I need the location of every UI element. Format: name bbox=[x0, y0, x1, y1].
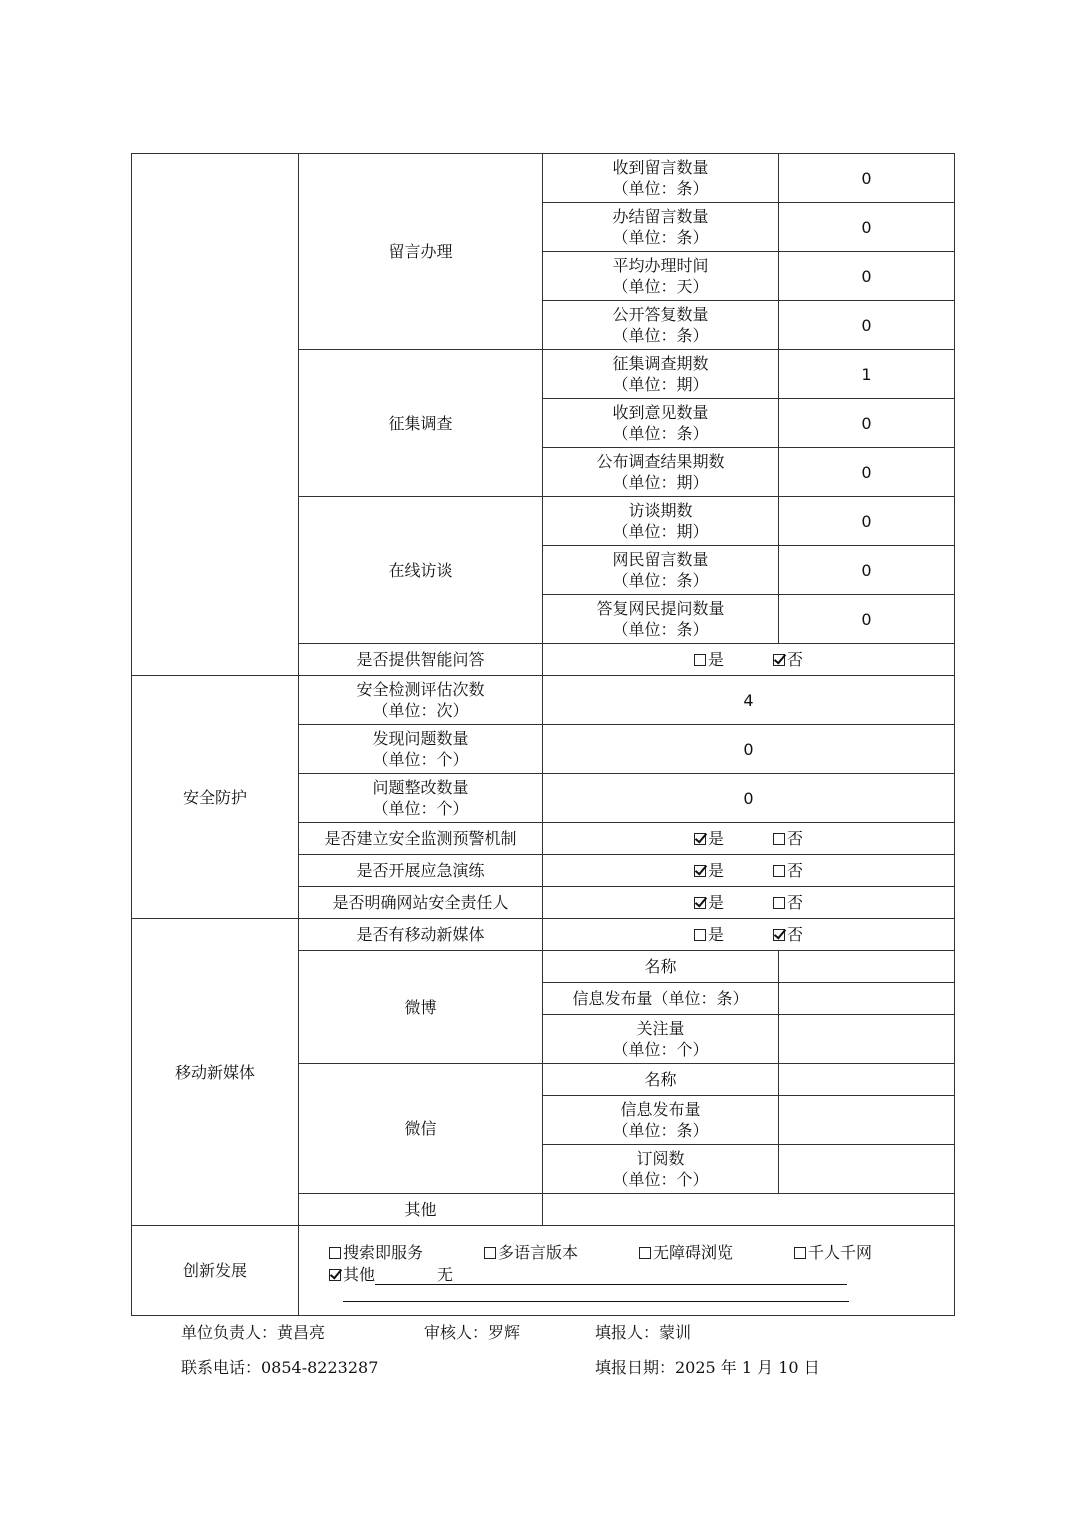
group-messages: 留言办理 bbox=[299, 154, 543, 350]
choice-no[interactable]: 否 bbox=[773, 828, 803, 849]
choice-yes[interactable]: 是 bbox=[694, 828, 724, 849]
checkbox-icon bbox=[773, 865, 785, 877]
metric-value: 0 bbox=[779, 154, 955, 203]
metric-value: 0 bbox=[543, 725, 955, 774]
weibo-name-value bbox=[779, 951, 955, 983]
metric-label: 收到意见数量 （单位：条） bbox=[543, 399, 779, 448]
section-continued-cell bbox=[132, 154, 299, 676]
wechat-posts-value bbox=[779, 1096, 955, 1145]
option-multilang[interactable]: 多语言版本 bbox=[484, 1242, 639, 1263]
section-innovation: 创新发展 bbox=[132, 1226, 299, 1316]
metric-value: 0 bbox=[779, 252, 955, 301]
weibo-followers-label: 关注量 （单位：个） bbox=[543, 1015, 779, 1064]
wechat-posts-label: 信息发布量 （单位：条） bbox=[543, 1096, 779, 1145]
metric-label: 收到留言数量 （单位：条） bbox=[543, 154, 779, 203]
metric-label: 访谈期数 （单位：期） bbox=[543, 497, 779, 546]
metric-value: 0 bbox=[779, 546, 955, 595]
checkbox-icon bbox=[694, 654, 706, 666]
metric-value: 4 bbox=[543, 676, 955, 725]
other-underline bbox=[375, 1264, 437, 1285]
check-label: 是否有移动新媒体 bbox=[299, 919, 543, 951]
group-wechat: 微信 bbox=[299, 1064, 543, 1194]
choice-no[interactable]: 否 bbox=[773, 649, 803, 670]
other-media-label: 其他 bbox=[299, 1194, 543, 1226]
reviewer: 审核人：罗辉 bbox=[424, 1323, 521, 1342]
metric-value: 0 bbox=[779, 399, 955, 448]
checkbox-icon bbox=[639, 1247, 651, 1259]
choice-yes[interactable]: 是 bbox=[694, 892, 724, 913]
metric-value: 1 bbox=[779, 350, 955, 399]
checkbox-checked-icon bbox=[773, 929, 785, 941]
checkbox-icon bbox=[329, 1247, 341, 1259]
metric-value: 0 bbox=[779, 203, 955, 252]
metric-value: 0 bbox=[779, 301, 955, 350]
group-weibo: 微博 bbox=[299, 951, 543, 1064]
checkbox-checked-icon bbox=[329, 1269, 341, 1281]
other-media-value bbox=[543, 1194, 955, 1226]
unit-head: 单位负责人：黄昌亮 bbox=[181, 1323, 326, 1342]
check-choices bbox=[543, 919, 955, 951]
checkbox-icon bbox=[773, 897, 785, 909]
innovation-options bbox=[299, 1226, 955, 1316]
metric-value: 0 bbox=[543, 774, 955, 823]
group-survey: 征集调查 bbox=[299, 350, 543, 497]
group-interview: 在线访谈 bbox=[299, 497, 543, 644]
choice-yes[interactable]: 是 bbox=[694, 649, 724, 670]
weibo-posts-label: 信息发布量（单位：条） bbox=[543, 983, 779, 1015]
choice-no[interactable]: 否 bbox=[773, 860, 803, 881]
checkbox-checked-icon bbox=[694, 865, 706, 877]
metric-value: 0 bbox=[779, 497, 955, 546]
choice-no[interactable]: 否 bbox=[773, 924, 803, 945]
weibo-posts-value bbox=[779, 983, 955, 1015]
smart-qa-choices bbox=[543, 644, 955, 676]
choice-yes[interactable]: 是 bbox=[694, 860, 724, 881]
smart-qa-label: 是否提供智能问答 bbox=[299, 644, 543, 676]
metric-label: 答复网民提问数量 （单位：条） bbox=[543, 595, 779, 644]
check-choices bbox=[543, 823, 955, 855]
checkbox-checked-icon bbox=[694, 833, 706, 845]
metric-label: 安全检测评估次数 （单位：次） bbox=[299, 676, 543, 725]
option-personalized[interactable]: 千人千网 bbox=[794, 1242, 872, 1263]
metric-value: 0 bbox=[779, 595, 955, 644]
checkbox-checked-icon bbox=[773, 654, 785, 666]
metric-label: 发现问题数量 （单位：个） bbox=[299, 725, 543, 774]
weibo-name-label: 名称 bbox=[543, 951, 779, 983]
check-label: 是否建立安全监测预警机制 bbox=[299, 823, 543, 855]
wechat-subs-value bbox=[779, 1145, 955, 1194]
footer bbox=[181, 1320, 881, 1380]
contact-phone: 联系电话：0854-8223287 bbox=[181, 1358, 379, 1377]
metric-label: 公开答复数量 （单位：条） bbox=[543, 301, 779, 350]
metric-label: 办结留言数量 （单位：条） bbox=[543, 203, 779, 252]
section-security: 安全防护 bbox=[132, 676, 299, 919]
section-mobile: 移动新媒体 bbox=[132, 919, 299, 1226]
metric-label: 平均办理时间 （单位：天） bbox=[543, 252, 779, 301]
metric-label: 征集调查期数 （单位：期） bbox=[543, 350, 779, 399]
wechat-subs-label: 订阅数 （单位：个） bbox=[543, 1145, 779, 1194]
check-label: 是否明确网站安全责任人 bbox=[299, 887, 543, 919]
choice-yes[interactable]: 是 bbox=[694, 924, 724, 945]
choice-no[interactable]: 否 bbox=[773, 892, 803, 913]
checkbox-icon bbox=[694, 929, 706, 941]
metric-label: 公布调查结果期数 （单位：期） bbox=[543, 448, 779, 497]
report-table bbox=[131, 153, 955, 1316]
metric-value: 0 bbox=[779, 448, 955, 497]
checkbox-icon bbox=[773, 833, 785, 845]
metric-label: 问题整改数量 （单位：个） bbox=[299, 774, 543, 823]
option-other[interactable]: 其他 bbox=[329, 1265, 375, 1284]
option-accessibility[interactable]: 无障碍浏览 bbox=[639, 1242, 794, 1263]
check-choices bbox=[543, 855, 955, 887]
weibo-followers-value bbox=[779, 1015, 955, 1064]
other-value: 无 bbox=[437, 1264, 847, 1285]
fill-date: 填报日期：2025 年 1 月 10 日 bbox=[595, 1358, 820, 1377]
wechat-name-label: 名称 bbox=[543, 1064, 779, 1096]
wechat-name-value bbox=[779, 1064, 955, 1096]
checkbox-checked-icon bbox=[694, 897, 706, 909]
check-choices bbox=[543, 887, 955, 919]
blank-underline bbox=[343, 1291, 849, 1302]
check-label: 是否开展应急演练 bbox=[299, 855, 543, 887]
filler: 填报人：蒙训 bbox=[595, 1323, 692, 1342]
metric-label: 网民留言数量 （单位：条） bbox=[543, 546, 779, 595]
checkbox-icon bbox=[484, 1247, 496, 1259]
option-search-service[interactable]: 搜索即服务 bbox=[329, 1242, 484, 1263]
checkbox-icon bbox=[794, 1247, 806, 1259]
